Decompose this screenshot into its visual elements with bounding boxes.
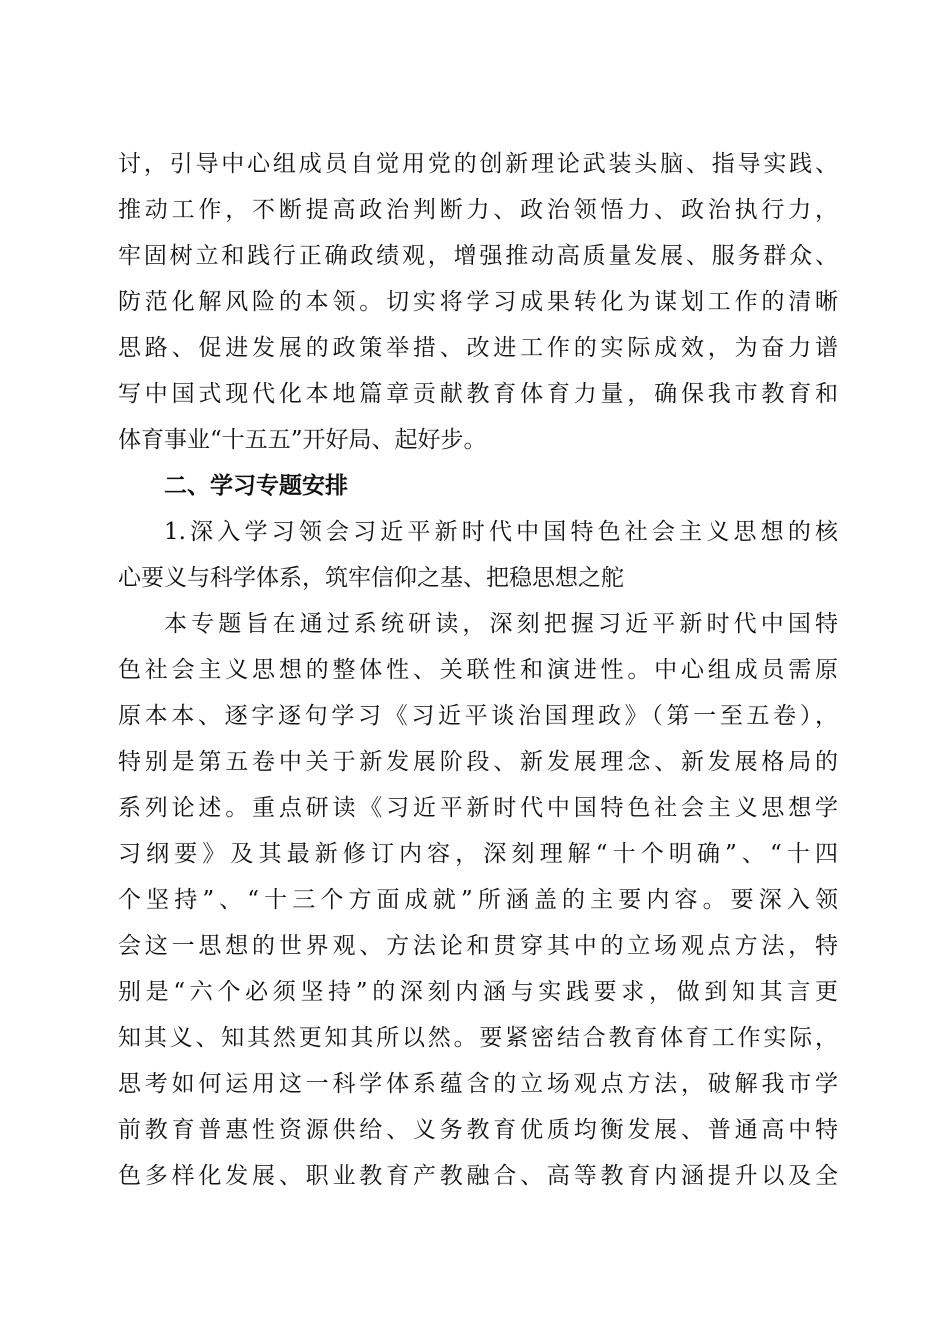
section-heading: 二、学习专题安排 [164,473,348,499]
paragraph-line: 写中国式现代化本地篇章贡献教育体育力量，确保我市教育和 [118,381,838,407]
paragraph-line: 思考如何运用这一科学体系蕴含的立场观点方法，破解我市学 [118,1071,838,1097]
paragraph-line: 思路、促进发展的政策举措、改进工作的实际成效，为奋力谱 [118,335,838,361]
subsection-title-line: 心要义与科学体系，筑牢信仰之基、把稳思想之舵 [118,565,624,591]
paragraph-line: 个坚持”、“十三个方面成就”所涵盖的主要内容。要深入领 [118,887,838,913]
paragraph-line: 别是“六个必须坚持”的深刻内涵与实践要求，做到知其言更 [118,979,838,1005]
paragraph-line: 系列论述。重点研读《习近平新时代中国特色社会主义思想学 [118,795,838,821]
paragraph-line: 色多样化发展、职业教育产教融合、高等教育内涵提升以及全 [118,1163,838,1189]
paragraph-line: 防范化解风险的本领。切实将学习成果转化为谋划工作的清晰 [118,289,838,315]
paragraph-line: 讨，引导中心组成员自觉用党的创新理论武装头脑、指导实践、 [118,151,838,177]
paragraph-line: 牢固树立和践行正确政绩观，增强推动高质量发展、服务群众、 [118,243,838,269]
paragraph-line: 体育事业“十五五”开好局、起好步。 [118,427,487,453]
paragraph-line: 特别是第五卷中关于新发展阶段、新发展理念、新发展格局的 [118,749,838,775]
paragraph-line: 色社会主义思想的整体性、关联性和演进性。中心组成员需原 [118,657,838,683]
paragraph-line: 推动工作，不断提高政治判断力、政治领悟力、政治执行力， [118,197,838,223]
paragraph-line: 习纲要》及其最新修订内容，深刻理解“十个明确”、“十四 [118,841,838,867]
subsection-title-line: 1.深入学习领会习近平新时代中国特色社会主义思想的核 [164,519,838,545]
paragraph-line: 会这一思想的世界观、方法论和贯穿其中的立场观点方法，特 [118,933,838,959]
paragraph-line: 原本本、逐字逐句学习《习近平谈治国理政》（第一至五卷）， [118,703,838,729]
paragraph-line: 知其义、知其然更知其所以然。要紧密结合教育体育工作实际， [118,1025,838,1051]
paragraph-line: 本专题旨在通过系统研读，深刻把握习近平新时代中国特 [164,611,838,637]
paragraph-line: 前教育普惠性资源供给、义务教育优质均衡发展、普通高中特 [118,1117,838,1143]
